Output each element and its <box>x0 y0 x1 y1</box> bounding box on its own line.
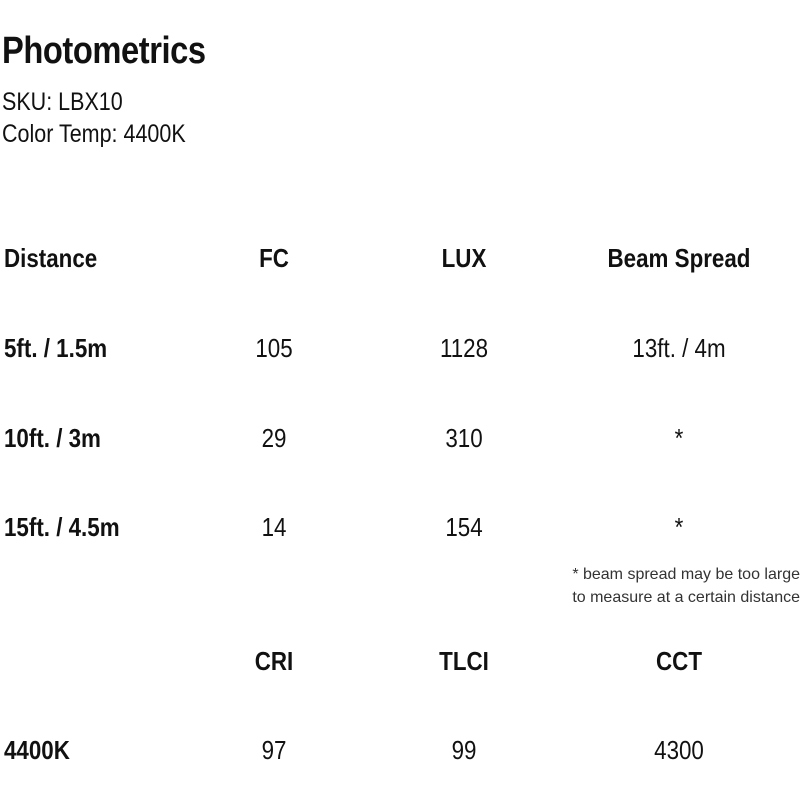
row-distance: 15ft. / 4.5m <box>4 512 120 542</box>
row-beam-spread: 13ft. / 4m <box>632 333 726 363</box>
cct-value: 4300 <box>654 735 704 765</box>
row-beam-spread: * <box>674 423 684 453</box>
row-distance: 5ft. / 1.5m <box>4 333 108 363</box>
color-temp-label: Color Temp: 4400K <box>2 120 186 148</box>
header-beam-spread: Beam Spread <box>607 243 751 273</box>
color-row-label: 4400K <box>4 735 70 765</box>
sku-label: SKU: LBX10 <box>2 88 123 116</box>
header-fc: FC <box>259 243 289 273</box>
header-distance: Distance <box>4 243 98 273</box>
page-title: Photometrics <box>2 30 206 72</box>
row-fc: 105 <box>255 333 293 363</box>
row-distance: 10ft. / 3m <box>4 423 101 453</box>
header-tlci: TLCI <box>439 646 489 676</box>
row-lux: 310 <box>445 423 483 453</box>
row-beam-spread: * <box>674 512 684 542</box>
footnote-line-1: * beam spread may be too large <box>572 566 800 583</box>
footnote-line-2: to measure at a certain distance <box>572 589 800 606</box>
header-lux: LUX <box>441 243 487 273</box>
row-fc: 14 <box>261 512 287 542</box>
cri-value: 97 <box>261 735 287 765</box>
row-lux: 154 <box>445 512 483 542</box>
row-lux: 1128 <box>439 333 489 363</box>
header-cct: CCT <box>656 646 702 676</box>
tlci-value: 99 <box>451 735 477 765</box>
row-fc: 29 <box>261 423 287 453</box>
header-cri: CRI <box>254 646 294 676</box>
